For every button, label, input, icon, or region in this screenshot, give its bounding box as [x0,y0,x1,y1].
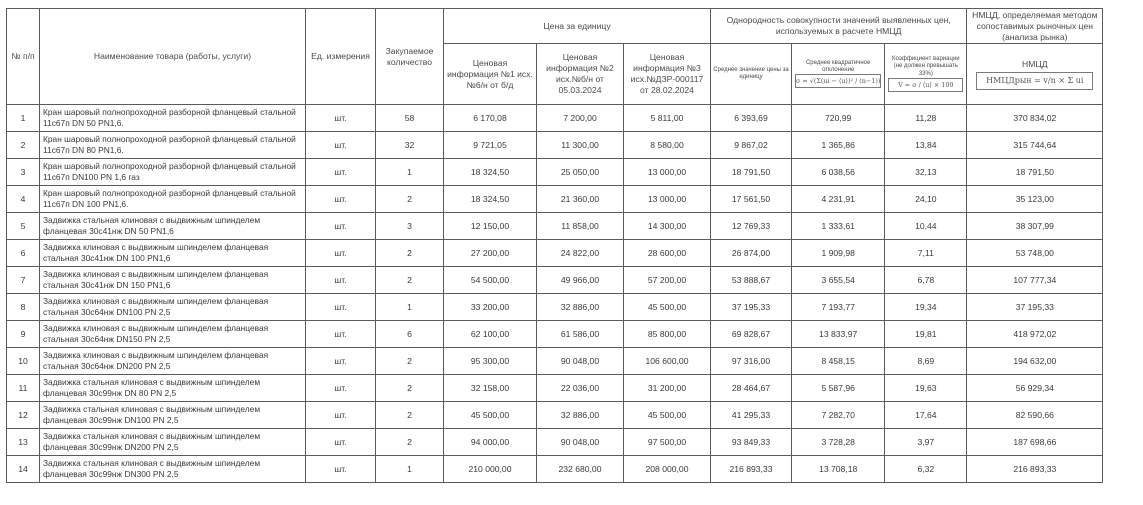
item-name: Задвижка стальная клиновая с выдвижным шпинделем фланцевая 30с99нж DN 80 PN 2,5 [40,375,306,402]
average-price: 6 393,69 [711,105,792,132]
price-source-1: 94 000,00 [444,429,537,456]
row-number: 4 [7,186,40,213]
row-number: 13 [7,429,40,456]
item-name: Задвижка стальная клиновая с выдвижным шпинделем фланцевая 30с41нж DN 50 PN1,6 [40,213,306,240]
quantity: 2 [376,429,444,456]
unit: шт. [306,294,376,321]
variation-coefficient: 19,63 [885,375,967,402]
nmcd-value: 18 791,50 [967,159,1103,186]
col-header-price-group: Цена за единицу [444,9,711,44]
table-row [7,456,1103,483]
nmcd-value: 56 929,34 [967,375,1103,402]
nmcd-value: 370 834,02 [967,105,1103,132]
col-header-qty: Закупаемое количество [376,9,444,105]
nmcd-value: 187 698,66 [967,429,1103,456]
nmcd-value: 37 195,33 [967,294,1103,321]
price-analysis-sheet [6,8,1103,483]
price-source-1: 32 158,00 [444,375,537,402]
std-label: Среднее квадратичное отклонение [805,59,871,73]
price-source-3: 97 500,00 [624,429,711,456]
price-source-3: 45 500,00 [624,294,711,321]
row-number: 8 [7,294,40,321]
average-price: 53 888,67 [711,267,792,294]
average-price: 69 828,67 [711,321,792,348]
variation-coefficient: 19,81 [885,321,967,348]
variation-coefficient: 6,32 [885,456,967,483]
row-number: 3 [7,159,40,186]
item-name: Кран шаровый полнопроходной разборной фланцевый стальной 11с67п DN 50 PN1,6. [40,105,306,132]
price-source-3: 14 300,00 [624,213,711,240]
cv-label: Коэффициент вариации (не должен превышать 33%) [892,56,960,77]
nmcd-value: 418 972,02 [967,321,1103,348]
price-source-1: 9 721,05 [444,132,537,159]
price-source-2: 7 200,00 [537,105,624,132]
col-header-std [792,44,885,105]
col-header-num: № п/п [7,9,40,105]
col-header-source-1: Ценовая информация №1 исх.№6/н от б/д [444,44,537,105]
row-number: 10 [7,348,40,375]
item-name: Задвижка клиновая с выдвижным шпинделем фланцевая стальная 30с41нж DN 150 PN1,6 [40,267,306,294]
cv-formula: V = σ / ⟨u⟩ × 100 [888,78,963,92]
table-row [7,375,1103,402]
std-deviation: 3 728,28 [792,429,885,456]
price-source-2: 90 048,00 [537,348,624,375]
std-deviation: 720,99 [792,105,885,132]
average-price: 97 316,00 [711,348,792,375]
variation-coefficient: 32,13 [885,159,967,186]
quantity: 2 [376,267,444,294]
unit: шт. [306,429,376,456]
nmcd-value: 315 744,64 [967,132,1103,159]
std-deviation: 13 708,18 [792,456,885,483]
table-row [7,186,1103,213]
row-number: 5 [7,213,40,240]
price-source-2: 90 048,00 [537,429,624,456]
std-deviation: 3 655,54 [792,267,885,294]
price-source-1: 12 150,00 [444,213,537,240]
variation-coefficient: 7,11 [885,240,967,267]
quantity: 32 [376,132,444,159]
item-name: Задвижка стальная клиновая с выдвижным шпинделем фланцевая 30с99нж DN300 PN 2,5 [40,456,306,483]
table-row [7,105,1103,132]
price-source-2: 11 858,00 [537,213,624,240]
variation-coefficient: 8,69 [885,348,967,375]
price-source-3: 57 200,00 [624,267,711,294]
price-source-2: 232 680,00 [537,456,624,483]
item-name: Кран шаровый полнопроходной разборной фланцевый стальной 11с67п DN 80 PN1,6. [40,132,306,159]
price-source-3: 8 580,00 [624,132,711,159]
std-deviation: 8 458,15 [792,348,885,375]
variation-coefficient: 17,64 [885,402,967,429]
nmcd-formula: НМЦДрын = v/n × Σ ui [976,72,1093,90]
table-row [7,213,1103,240]
average-price: 37 195,33 [711,294,792,321]
unit: шт. [306,267,376,294]
item-name: Задвижка клиновая с выдвижным шпинделем фланцевая стальная 30с64нж DN200 PN 2,5 [40,348,306,375]
std-deviation: 1 365,86 [792,132,885,159]
unit: шт. [306,348,376,375]
price-analysis-table [6,8,1103,483]
price-source-1: 45 500,00 [444,402,537,429]
average-price: 41 295,33 [711,402,792,429]
price-source-2: 22 036,00 [537,375,624,402]
average-price: 18 791,50 [711,159,792,186]
unit: шт. [306,321,376,348]
unit: шт. [306,402,376,429]
std-deviation: 4 231,91 [792,186,885,213]
price-source-3: 31 200,00 [624,375,711,402]
col-header-source-2: Ценовая информация №2 исх.№б/н от 05.03.2024 [537,44,624,105]
average-price: 17 561,50 [711,186,792,213]
table-row [7,240,1103,267]
price-source-3: 5 811,00 [624,105,711,132]
average-price: 28 464,67 [711,375,792,402]
std-deviation: 1 909,98 [792,240,885,267]
price-source-1: 62 100,00 [444,321,537,348]
row-number: 6 [7,240,40,267]
col-header-homogeneity-group: Однородность совокупности значений выявленных цен, используемых в расчете НМЦД [711,9,967,44]
nmcd-label: НМЦД [1022,58,1048,69]
price-source-2: 21 360,00 [537,186,624,213]
col-header-nmcd [967,44,1103,105]
variation-coefficient: 6,78 [885,267,967,294]
price-source-1: 54 500,00 [444,267,537,294]
quantity: 2 [376,402,444,429]
row-number: 11 [7,375,40,402]
std-deviation: 5 587,96 [792,375,885,402]
row-number: 2 [7,132,40,159]
price-source-3: 45 500,00 [624,402,711,429]
unit: шт. [306,240,376,267]
nmcd-value: 216 893,33 [967,456,1103,483]
nmcd-value: 35 123,00 [967,186,1103,213]
nmcd-value: 38 307,99 [967,213,1103,240]
price-source-3: 28 600,00 [624,240,711,267]
nmcd-value: 53 748,00 [967,240,1103,267]
col-header-unit: Ед. измерения [306,9,376,105]
col-header-source-3: Ценовая информация №3 исх.№ДЗР-000117 от 28.02.2024 [624,44,711,105]
table-row [7,267,1103,294]
col-header-name: Наименование товара (работы, услуги) [40,9,306,105]
std-formula: σ = √(Σ(ui − ⟨u⟩)² / (n−1)) [795,74,881,88]
std-deviation: 13 833,97 [792,321,885,348]
variation-coefficient: 3,97 [885,429,967,456]
table-row [7,429,1103,456]
unit: шт. [306,375,376,402]
price-source-3: 13 000,00 [624,186,711,213]
item-name: Кран шаровый полнопроходной разборной фланцевый стальной 11с67п DN 100 PN1,6. [40,186,306,213]
price-source-1: 18 324,50 [444,159,537,186]
col-header-nmcd-group: НМЦД, определяемая методом сопоставимых рыночных цен (анализа рынка) [967,9,1103,44]
table-row [7,294,1103,321]
price-source-1: 6 170,08 [444,105,537,132]
price-source-3: 106 600,00 [624,348,711,375]
item-name: Задвижка клиновая с выдвижным шпинделем фланцевая стальная 30с41нж DN 100 PN1,6 [40,240,306,267]
nmcd-value: 107 777,34 [967,267,1103,294]
col-header-cv [885,44,967,105]
quantity: 3 [376,213,444,240]
quantity: 2 [376,240,444,267]
nmcd-value: 82 590,66 [967,402,1103,429]
price-source-3: 13 000,00 [624,159,711,186]
price-source-2: 24 822,00 [537,240,624,267]
table-row [7,159,1103,186]
std-deviation: 7 282,70 [792,402,885,429]
table-row [7,321,1103,348]
table-row [7,132,1103,159]
average-price: 26 874,00 [711,240,792,267]
std-deviation: 6 038,56 [792,159,885,186]
quantity: 1 [376,456,444,483]
item-name: Задвижка стальная клиновая с выдвижным шпинделем фланцевая 30с99нж DN100 PN 2,5 [40,402,306,429]
nmcd-value: 194 632,00 [967,348,1103,375]
price-source-2: 32 886,00 [537,294,624,321]
price-source-1: 18 324,50 [444,186,537,213]
average-price: 12 769,33 [711,213,792,240]
price-source-2: 11 300,00 [537,132,624,159]
quantity: 2 [376,348,444,375]
col-header-avg: Среднее значение цены за единицу [711,44,792,105]
price-source-3: 85 800,00 [624,321,711,348]
price-source-2: 61 586,00 [537,321,624,348]
row-number: 1 [7,105,40,132]
row-number: 7 [7,267,40,294]
variation-coefficient: 10,44 [885,213,967,240]
unit: шт. [306,132,376,159]
average-price: 216 893,33 [711,456,792,483]
item-name: Кран шаровый полнопроходной разборной фланцевый стальной 11с67п DN100 PN 1,6 газ [40,159,306,186]
average-price: 93 849,33 [711,429,792,456]
quantity: 2 [376,186,444,213]
quantity: 6 [376,321,444,348]
table-row [7,402,1103,429]
std-deviation: 7 193,77 [792,294,885,321]
variation-coefficient: 19,34 [885,294,967,321]
quantity: 58 [376,105,444,132]
price-source-1: 95 300,00 [444,348,537,375]
price-source-1: 210 000,00 [444,456,537,483]
price-source-2: 32 886,00 [537,402,624,429]
price-source-3: 208 000,00 [624,456,711,483]
row-number: 12 [7,402,40,429]
quantity: 1 [376,294,444,321]
table-body [7,105,1103,483]
unit: шт. [306,105,376,132]
item-name: Задвижка стальная клиновая с выдвижным шпинделем фланцевая 30с99нж DN200 PN 2,5 [40,429,306,456]
variation-coefficient: 13,84 [885,132,967,159]
std-deviation: 1 333,61 [792,213,885,240]
variation-coefficient: 11,28 [885,105,967,132]
quantity: 1 [376,159,444,186]
unit: шт. [306,159,376,186]
variation-coefficient: 24,10 [885,186,967,213]
unit: шт. [306,186,376,213]
price-source-1: 27 200,00 [444,240,537,267]
unit: шт. [306,456,376,483]
price-source-2: 49 966,00 [537,267,624,294]
average-price: 9 867,02 [711,132,792,159]
row-number: 9 [7,321,40,348]
price-source-2: 25 050,00 [537,159,624,186]
unit: шт. [306,213,376,240]
price-source-1: 33 200,00 [444,294,537,321]
item-name: Задвижка клиновая с выдвижным шпинделем фланцевая стальная 30с64нж DN100 PN 2,5 [40,294,306,321]
table-row [7,348,1103,375]
row-number: 14 [7,456,40,483]
item-name: Задвижка клиновая с выдвижным шпинделем фланцевая стальная 30с64нж DN150 PN 2,5 [40,321,306,348]
quantity: 2 [376,375,444,402]
